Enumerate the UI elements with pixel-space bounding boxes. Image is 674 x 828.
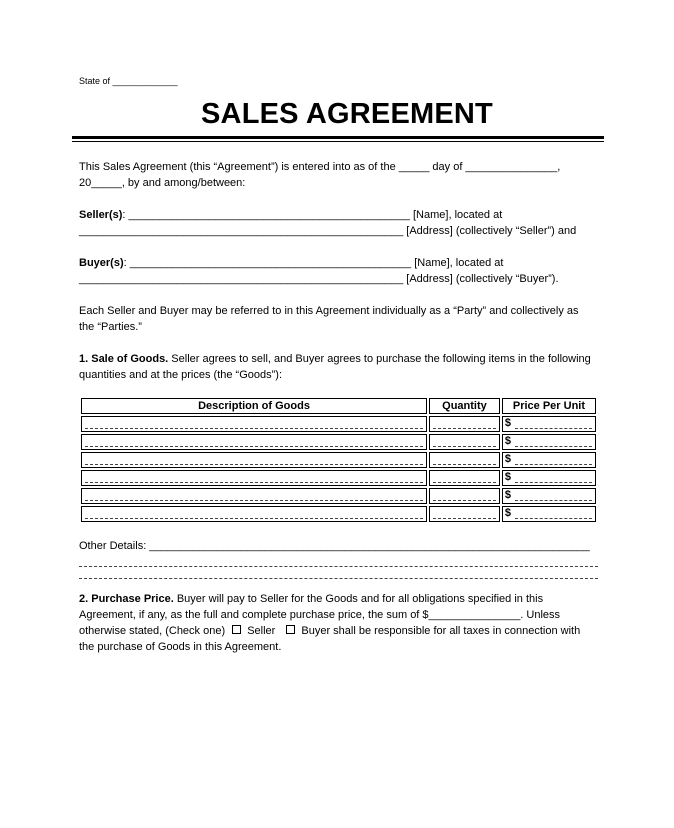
buyer-line-1 [79, 256, 503, 270]
section2-heading: 2. Purchase Price. [79, 593, 174, 605]
description-field[interactable] [81, 488, 427, 504]
buyer-address-field[interactable]: _____________________________________________________ [Address] (collectively “Buyer”). [79, 273, 559, 285]
other-details-line-3[interactable] [79, 578, 598, 579]
intro-line-1: This Sales Agreement (this “Agreement”) is entered into as of the _____ day of _______________, [79, 161, 561, 173]
description-field[interactable] [81, 434, 427, 450]
other-details-line-2[interactable] [79, 566, 598, 567]
price-field[interactable]: $ [502, 434, 596, 450]
quantity-field[interactable] [429, 506, 500, 522]
quantity-field[interactable] [429, 488, 500, 504]
price-field[interactable]: $ [502, 452, 596, 468]
table-row [81, 470, 596, 486]
state-line: State of _____________ [79, 76, 178, 86]
price-field[interactable]: $ [502, 470, 596, 486]
section2-line-1: 2. Purchase Price. Buyer will pay to Seller for the Goods and for all obligations specified in this [79, 593, 544, 605]
title-rule-thick [72, 136, 604, 139]
header-quantity: Quantity [429, 398, 500, 414]
seller-line-1 [79, 208, 502, 222]
header-description: Description of Goods [81, 398, 427, 414]
description-field[interactable] [81, 452, 427, 468]
description-field[interactable] [81, 470, 427, 486]
table-row [81, 506, 596, 522]
seller-label: Seller(s) [79, 209, 123, 221]
section2-line-2: Agreement, if any, as the full and complete purchase price, the sum of $_______________. Unless [79, 609, 561, 621]
document-title: SALES AGREEMENT [201, 98, 493, 130]
seller-address-field[interactable]: _____________________________________________________ [Address] (collectively “Seller”) and [79, 225, 577, 237]
buyer-label: Buyer(s) [79, 257, 124, 269]
price-field[interactable]: $ [502, 488, 596, 504]
price-field[interactable]: $ [502, 506, 596, 522]
table-row [81, 488, 596, 504]
buyer-option-label: Buyer shall be responsible for all taxes in connection with [301, 625, 581, 637]
seller-checkbox[interactable] [232, 625, 241, 634]
buyer-name-field[interactable]: : ______________________________________________ [Name], located at [123, 257, 504, 269]
table-row [81, 452, 596, 468]
parties-line-2: the “Parties.” [79, 321, 142, 333]
section1-heading: 1. Sale of Goods. [79, 353, 169, 365]
buyer-checkbox[interactable] [286, 625, 295, 634]
parties-line-1: Each Seller and Buyer may be referred to in this Agreement individually as a “Party” and collectively as [79, 305, 579, 317]
quantity-field[interactable] [429, 434, 500, 450]
seller-option-label: Seller [247, 625, 276, 637]
goods-table-header [81, 398, 596, 414]
description-field[interactable] [81, 506, 427, 522]
section2-line-4: the purchase of Goods in this Agreement. [79, 641, 282, 653]
quantity-field[interactable] [429, 470, 500, 486]
table-row [81, 434, 596, 450]
seller-name-field[interactable]: : ______________________________________________ [Name], located at [122, 209, 503, 221]
header-price-per-unit: Price Per Unit [502, 398, 596, 414]
section2-line-3: otherwise stated, (Check one) Seller Buyer shall be responsible for all taxes in connection with [79, 625, 581, 637]
section1-line-2: quantities and at the prices (the “Goods”): [79, 369, 282, 381]
table-row [81, 416, 596, 432]
price-field[interactable]: $ [502, 416, 596, 432]
section1-line-1: 1. Sale of Goods. Seller agrees to sell, and Buyer agrees to purchase the following items in the following [79, 353, 591, 365]
intro-line-2: 20_____, by and among/between: [79, 177, 246, 189]
description-field[interactable] [81, 416, 427, 432]
quantity-field[interactable] [429, 416, 500, 432]
goods-table [79, 396, 598, 524]
other-details-field[interactable]: Other Details: ________________________________________________________________________ [79, 540, 590, 552]
title-rule-thin [72, 141, 604, 142]
quantity-field[interactable] [429, 452, 500, 468]
